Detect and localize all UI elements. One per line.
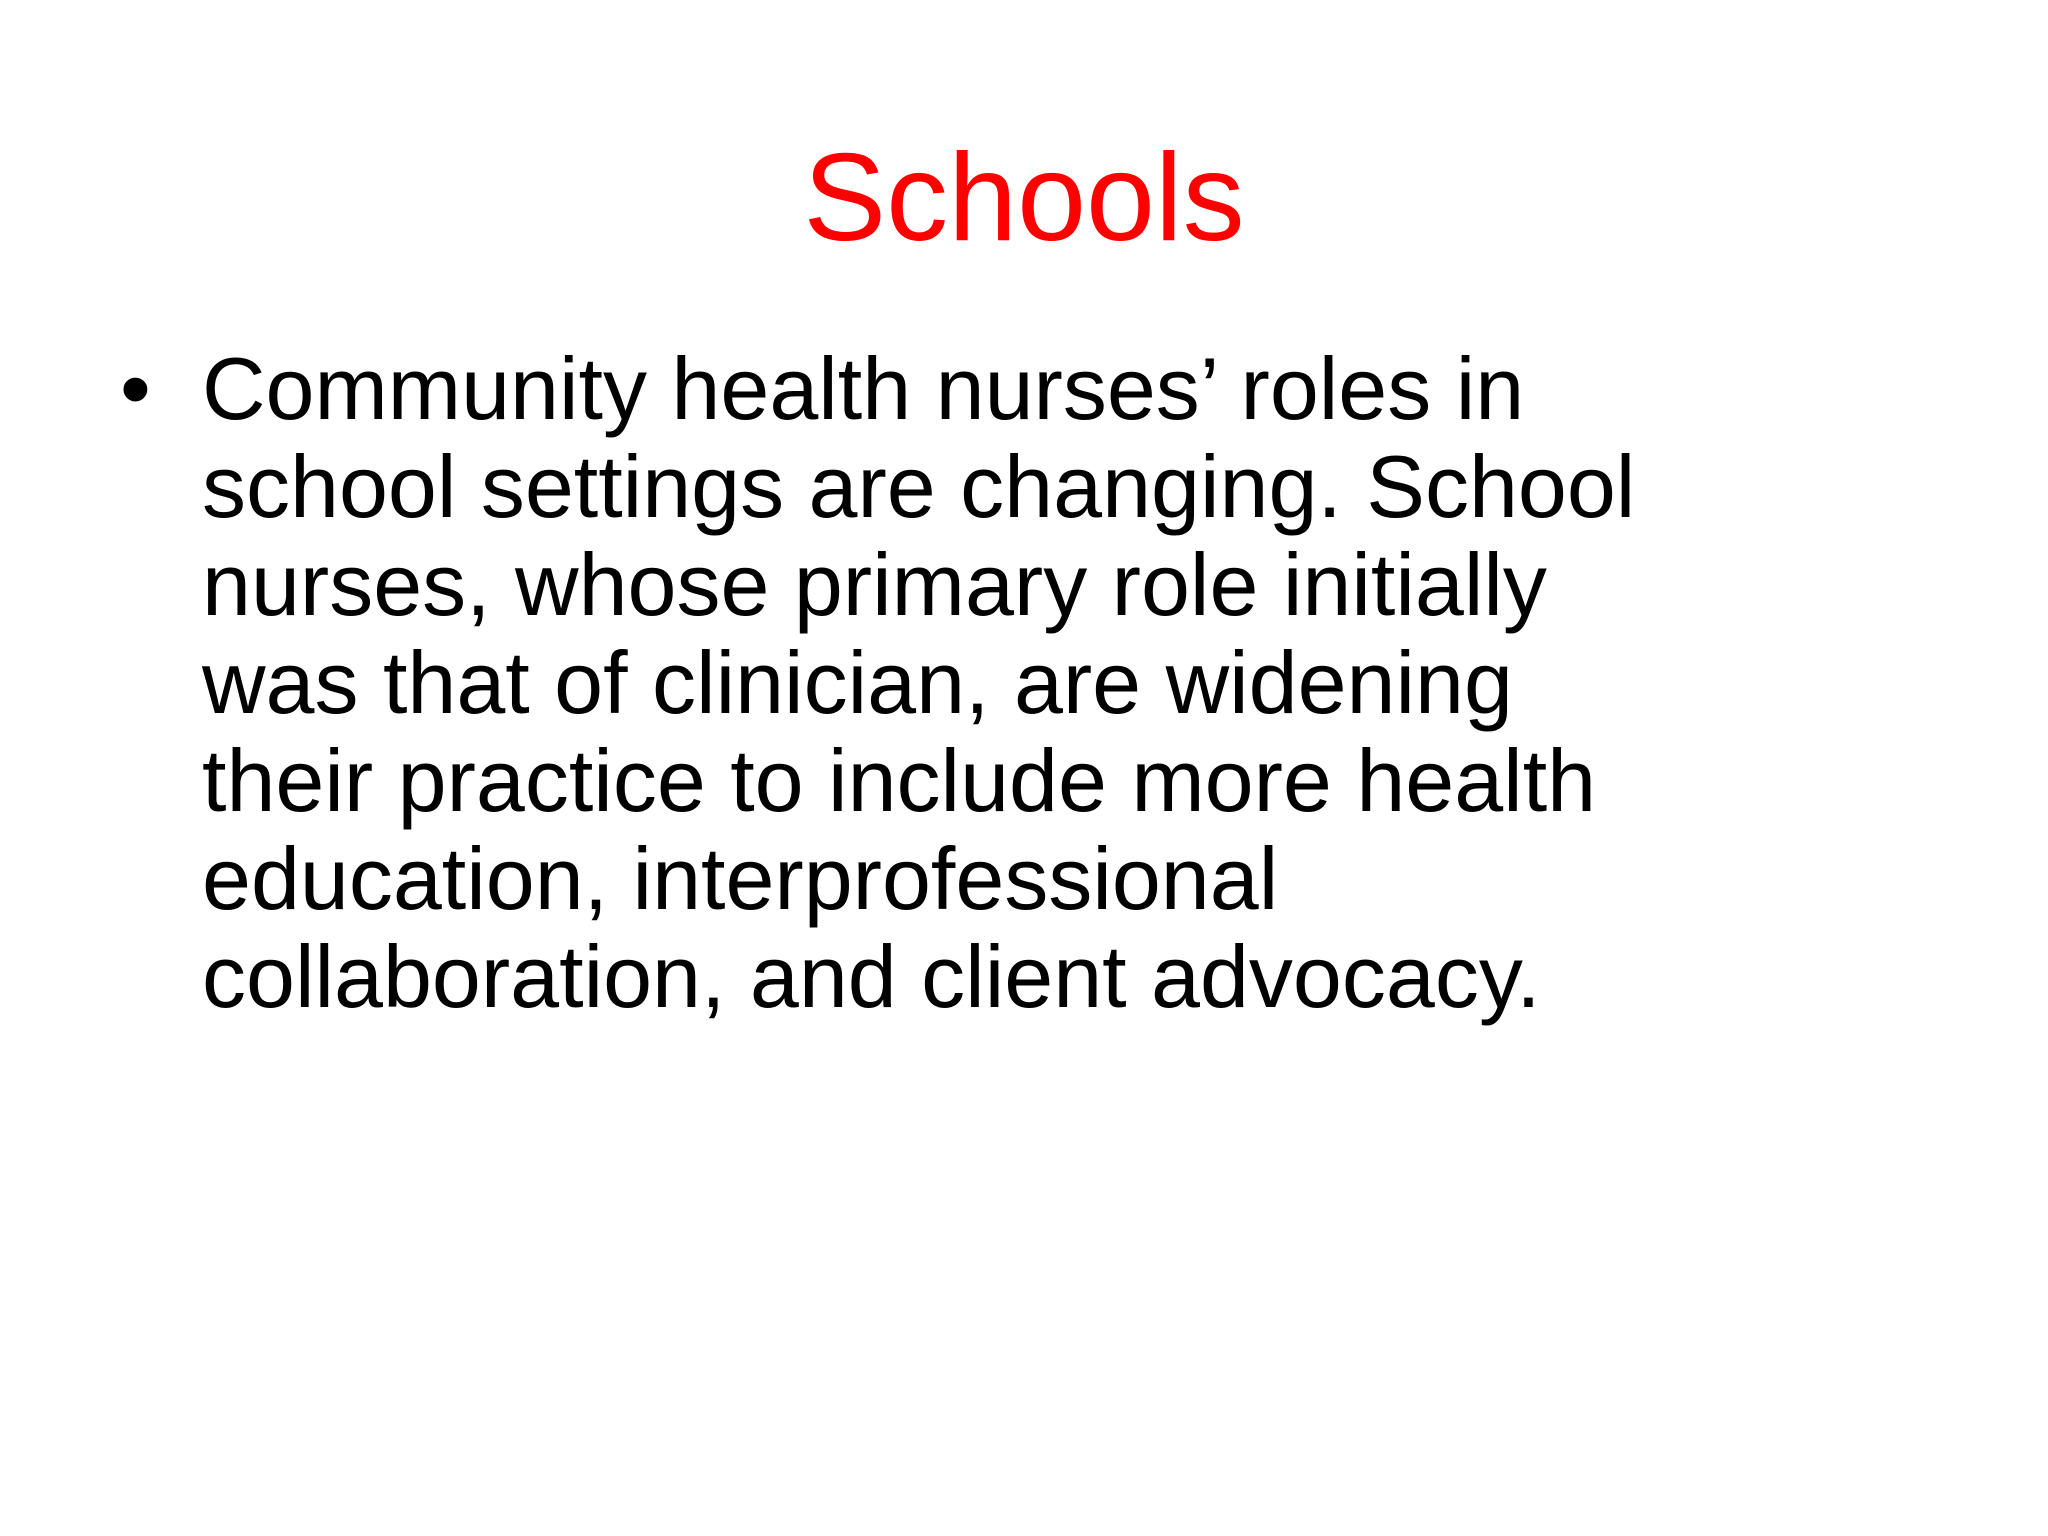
slide-title: Schools: [803, 129, 1245, 267]
bullet-list: [120, 340, 1920, 1026]
bullet-line: school settings are changing. School: [202, 437, 1636, 536]
bullet-line: nurses, whose primary role initially: [202, 535, 1547, 634]
bullet-line: collaboration, and client advocacy.: [202, 927, 1541, 1026]
bullet-item: [120, 340, 1920, 1026]
bullet-line: Community health nurses’ roles in: [202, 339, 1525, 438]
bullet-line: was that of clinician, are widening: [202, 633, 1513, 732]
bullet-text: [202, 340, 1920, 1026]
bullet-line: their practice to include more health: [202, 731, 1597, 830]
bullet-marker: •: [120, 339, 151, 438]
bullet-line: education, interprofessional: [202, 829, 1279, 928]
